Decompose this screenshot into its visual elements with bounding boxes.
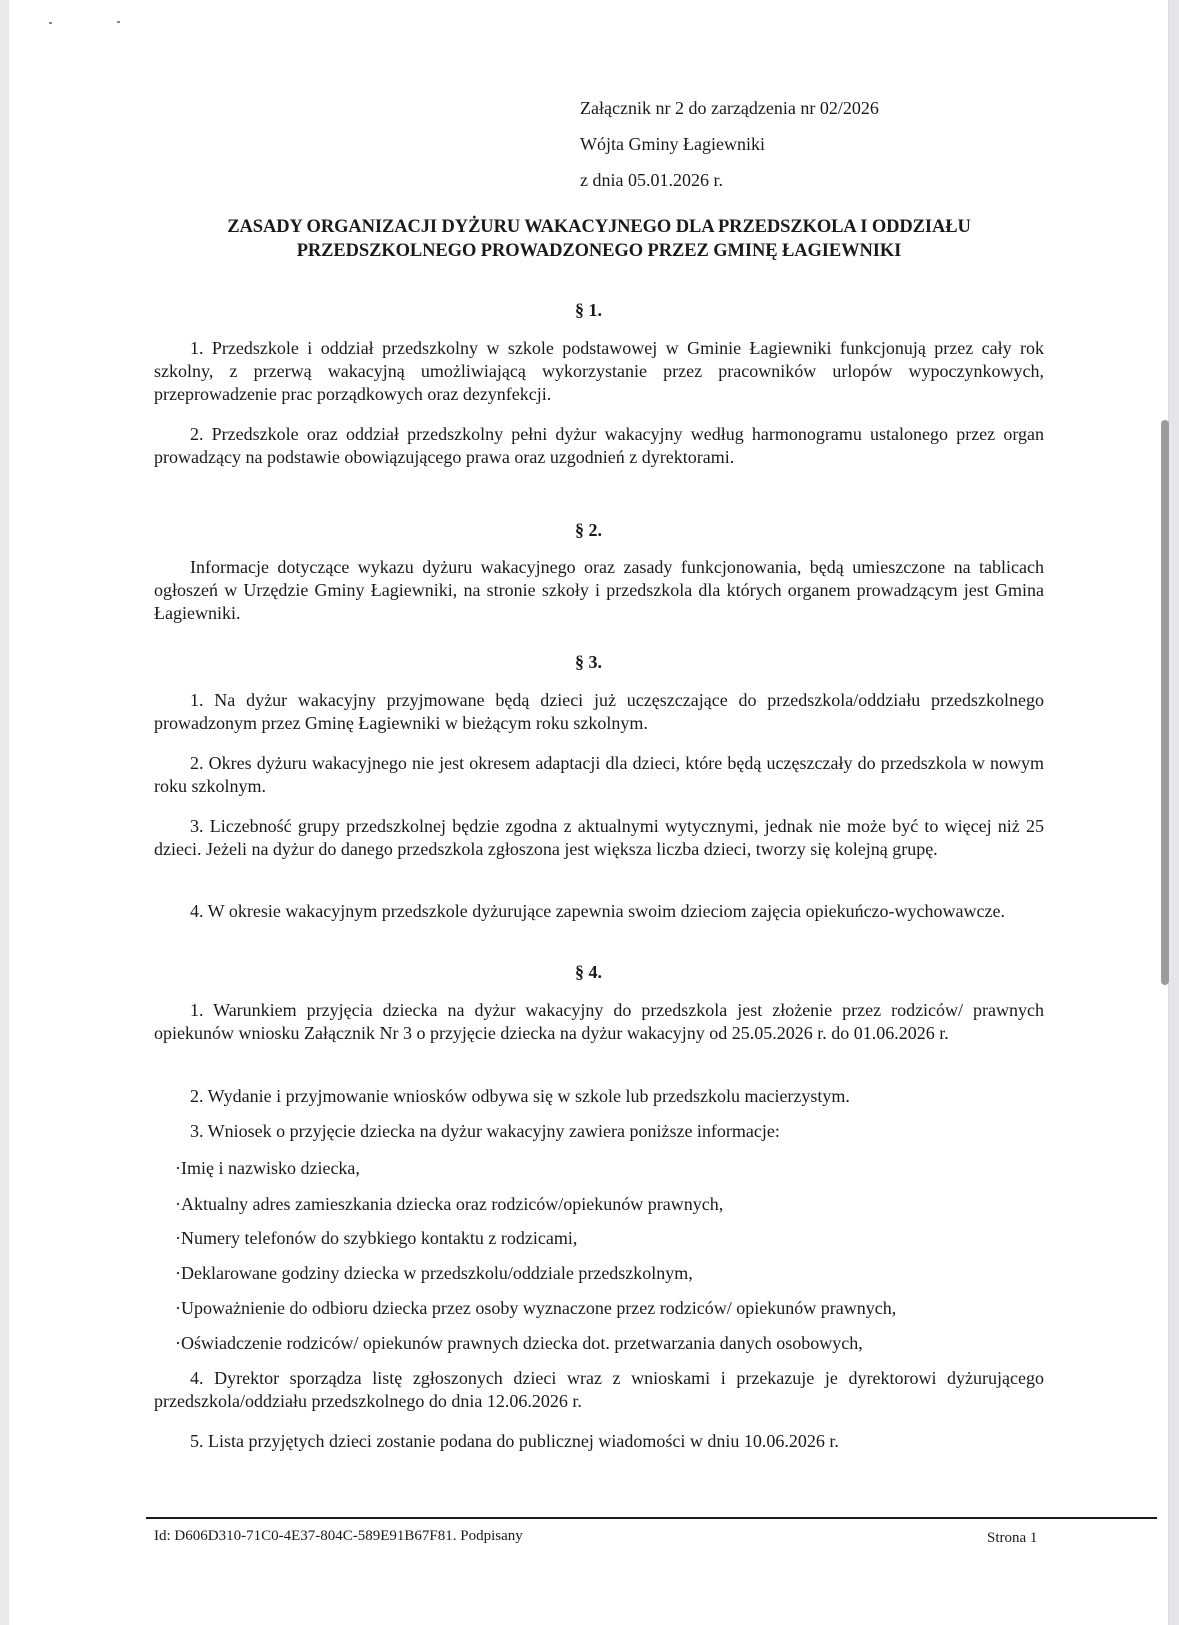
attachment-line-1: Załącznik nr 2 do zarządzenia nr 02/2026	[580, 98, 879, 118]
paragraph-4-2: 2. Wydanie i przyjmowanie wniosków odbywa się w szkole lub przedszkolu macierzystym.	[190, 1086, 850, 1106]
paragraph-4-4: 4. Dyrektor sporządza listę zgłoszonych dzieci wraz z wnioskami i przekazuje je dyrektorowi dyżurującego przedszkola/oddziału przedszkolnego do dnia 12.06.2026 r.	[154, 1368, 1044, 1411]
section-heading-4: § 4.	[575, 962, 602, 982]
bullet-item: ·Imię i nazwisko dziecka,	[175, 1158, 360, 1178]
title-line-1: ZASADY ORGANIZACJI DYŻURU WAKACYJNEGO DLA PRZEDSZKOLA I ODDZIAŁU	[227, 217, 971, 237]
footer-page-number: Strona 1	[987, 1530, 1038, 1546]
attachment-line-2: Wójta Gminy Łagiewniki	[580, 134, 765, 154]
paragraph-3-1: 1. Na dyżur wakacyjny przyjmowane będą dzieci już uczęszczające do przedszkola/oddziału przedszkolnego prowadzonym przez Gminę Łagiewniki w bieżącym roku szkolnym.	[154, 690, 1044, 733]
paragraph-4-3: 3. Wniosek o przyjęcie dziecka na dyżur wakacyjny zawiera poniższe informacje:	[190, 1121, 780, 1141]
section-heading-2: § 2.	[575, 520, 602, 540]
paragraph-1-2: 2. Przedszkole oraz oddział przedszkolny pełni dyżur wakacyjny według harmonogramu ustalonego przez organ prowadzący na podstawie obowiązującego prawa oraz uzgodnień z dyrektorami.	[154, 424, 1044, 467]
document-title	[149, 215, 1049, 263]
paragraph-3-4: 4. W okresie wakacyjnym przedszkole dyżurujące zapewnia swoim dzieciom zajęcia opiekuńczo-wychowawcze.	[190, 901, 1005, 921]
bullet-item: ·Numery telefonów do szybkiego kontaktu z rodzicami,	[175, 1228, 578, 1248]
paragraph-4-1: 1. Warunkiem przyjęcia dziecka na dyżur wakacyjny do przedszkola jest złożenie przez rodziców/ prawnych opiekunów wniosku Załącznik Nr 3 o przyjęcie dziecka na dyżur wakacyjny od 25.05.2026 r. do 01.06.2026 r.	[154, 1000, 1044, 1043]
attachment-header	[580, 90, 879, 198]
document-page	[9, 0, 1168, 1625]
attachment-line-3: z dnia 05.01.2026 r.	[580, 170, 723, 190]
bullet-item: ·Upoważnienie do odbioru dziecka przez osoby wyznaczone przez rodziców/ opiekunów prawnych,	[175, 1298, 897, 1318]
bullet-item: ·Deklarowane godziny dziecka w przedszkolu/oddziale przedszkolnym,	[175, 1263, 693, 1283]
scan-speck	[117, 21, 120, 23]
viewer-right-margin	[1168, 0, 1179, 1625]
title-line-2: PRZEDSZKOLNEGO PROWADZONEGO PRZEZ GMINĘ ŁAGIEWNIKI	[296, 241, 902, 261]
paragraph-4-5: 5. Lista przyjętych dzieci zostanie podana do publicznej wiadomości w dniu 10.06.2026 r.	[190, 1431, 839, 1451]
footer-divider	[146, 1517, 1157, 1519]
paragraph-3-3: 3. Liczebność grupy przedszkolnej będzie zgodna z aktualnymi wytycznymi, jednak nie może być to więcej niż 25 dzieci. Jeżeli na dyżur do danego przedszkola zgłoszona jest większa liczba dzieci, tworzy się kolejną grupę.	[154, 816, 1044, 859]
paragraph-3-2: 2. Okres dyżuru wakacyjnego nie jest okresem adaptacji dla dzieci, które będą uczęszczały do przedszkola w nowym roku szkolnym.	[154, 753, 1044, 796]
footer-document-id: Id: D606D310-71C0-4E37-804C-589E91B67F81. Podpisany	[154, 1528, 523, 1544]
paragraph-1-1: 1. Przedszkole i oddział przedszkolny w szkole podstawowej w Gminie Łagiewniki funkcjonują przez cały rok szkolny, z przerwą wakacyjną umożliwiającą wykorzystanie przez pracowników urlopów wypoczynkowych, przeprowadzenie prac porządkowych oraz dezynfekcji.	[154, 338, 1044, 404]
bullet-item: ·Aktualny adres zamieszkania dziecka oraz rodziców/opiekunów prawnych,	[175, 1194, 724, 1214]
section-heading-3: § 3.	[575, 652, 602, 672]
paragraph-2-1: Informacje dotyczące wykazu dyżuru wakacyjnego oraz zasady funkcjonowania, będą umieszczone na tablicach ogłoszeń w Urzędzie Gminy Łagiewniki, na stronie szkoły i przedszkola dla których organem prowadzącym jest Gmina Łagiewniki.	[154, 557, 1044, 623]
vertical-scrollbar-thumb[interactable]	[1161, 420, 1169, 985]
viewer-left-margin	[0, 0, 9, 1625]
bullet-item: ·Oświadczenie rodziców/ opiekunów prawnych dziecka dot. przetwarzania danych osobowych,	[175, 1333, 863, 1353]
scan-speck	[49, 22, 52, 24]
section-heading-1: § 1.	[575, 300, 602, 320]
